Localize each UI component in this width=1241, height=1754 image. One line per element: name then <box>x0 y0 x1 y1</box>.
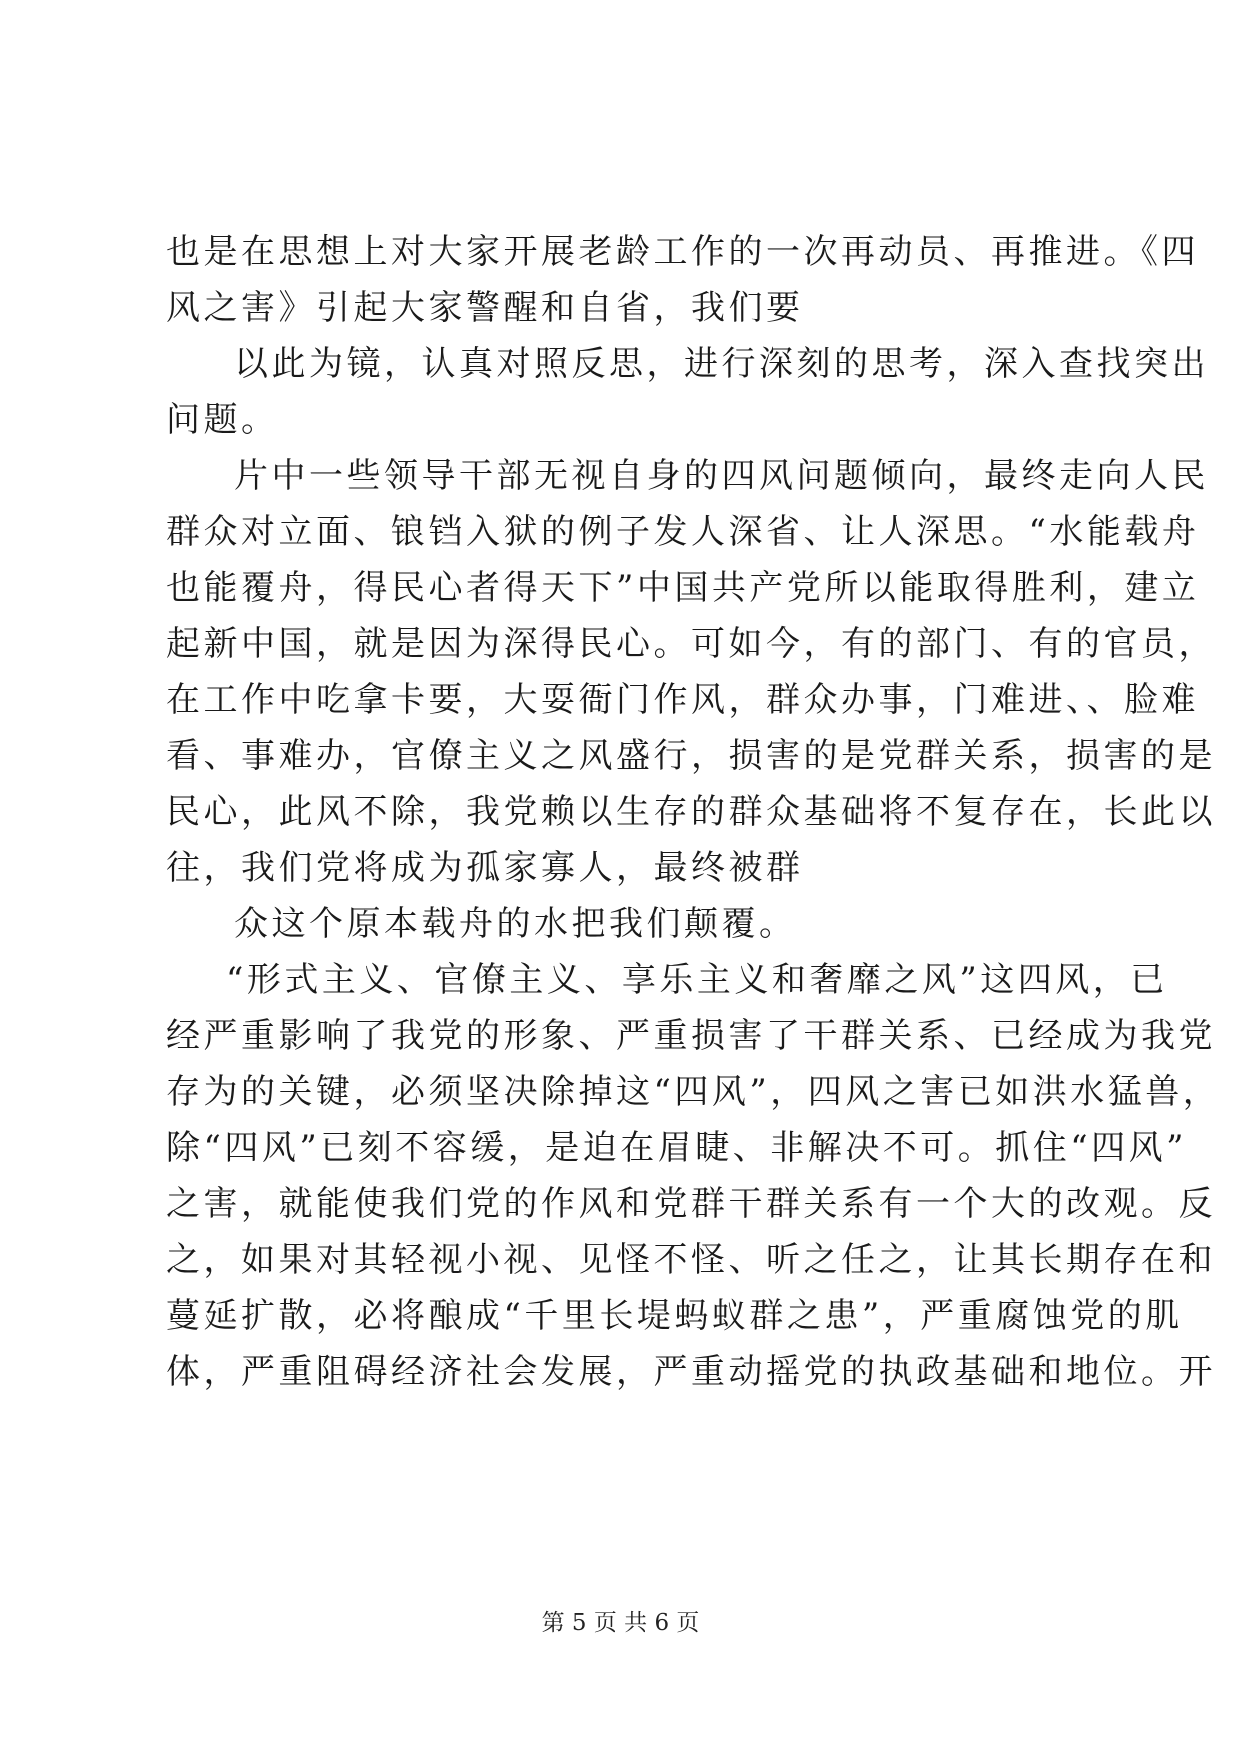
paragraph-line: “形式主义、官僚主义、享乐主义和奢靡之风”这四风，已 <box>226 960 1168 1000</box>
text-line: 存为的关键，必须坚决除掉这“四风”，四风之害已如洪水猛兽， <box>166 1072 1221 1112</box>
text-line: 往，我们党将成为孤家寡人，最终被群 <box>166 848 804 888</box>
text-line: 除“四风”已刻不容缓，是迫在眉睫、非解决不可。抓住“四风” <box>166 1128 1188 1168</box>
text-line: 也能覆舟，得民心者得天下”中国共产党所以能取得胜利，建立 <box>166 568 1200 608</box>
text-line: 群众对立面、锒铛入狱的例子发人深省、让人深思。“水能载舟 <box>166 512 1200 552</box>
text-line: 之害，就能使我们党的作风和党群干群关系有一个大的改观。反 <box>166 1184 1216 1224</box>
paragraph-line: 以此为镜，认真对照反思，进行深刻的思考，深入查找突出 <box>234 344 1209 384</box>
paragraph-line: 片中一些领导干部无视自身的四风问题倾向，最终走向人民 <box>234 456 1209 496</box>
text-line: 民心，此风不除，我党赖以生存的群众基础将不复存在，长此以 <box>166 792 1216 832</box>
text-line: 看、事难办，官僚主义之风盛行，损害的是党群关系，损害的是 <box>166 736 1216 776</box>
text-line: 在工作中吃拿卡要，大耍衙门作风，群众办事，门难进、、脸难 <box>166 680 1199 720</box>
text-line: 风之害》引起大家警醒和自省，我们要 <box>166 288 804 328</box>
text-line: 起新中国，就是因为深得民心。可如今，有的部门、有的官员， <box>166 624 1216 664</box>
paragraph-line: 众这个原本载舟的水把我们颠覆。 <box>234 904 797 944</box>
text-line: 蔓延扩散，必将酿成“千里长堤蚂蚁群之患”，严重腐蚀党的肌 <box>166 1296 1183 1336</box>
text-line: 也是在思想上对大家开展老龄工作的一次再动员、再推进。《四 <box>166 232 1199 272</box>
text-line: 问题。 <box>166 400 279 440</box>
text-line: 之，如果对其轻视小视、见怪不怪、听之任之，让其长期存在和 <box>166 1240 1216 1280</box>
text-line: 经严重影响了我党的形象、严重损害了干群关系、已经成为我党 <box>166 1016 1216 1056</box>
text-line: 体，严重阻碍经济社会发展，严重动摇党的执政基础和地位。开 <box>166 1352 1216 1392</box>
page-number-footer: 第 5 页 共 6 页 <box>541 1610 700 1636</box>
